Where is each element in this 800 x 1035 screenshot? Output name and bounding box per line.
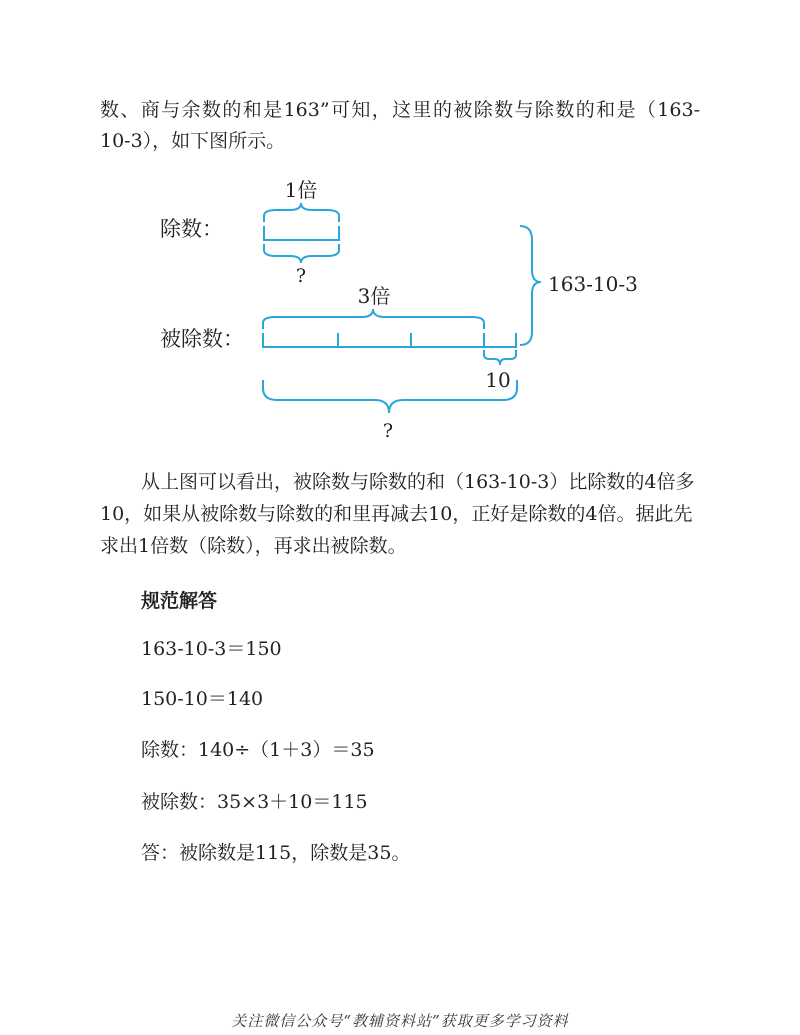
three-times-label: 3倍	[357, 284, 391, 308]
dividend-segment	[263, 333, 516, 347]
divisor-segment	[264, 226, 339, 240]
intro-line-1: 数、商与余数的和是163”可知，这里的被除数与除数的和是（163-	[100, 99, 700, 121]
three-times-brace	[263, 309, 484, 329]
solution-step: 除数：140÷（1＋3）＝35	[141, 739, 375, 761]
line-segment-diagram	[0, 0, 800, 460]
total-brace	[520, 226, 541, 345]
footer-note: 关注微信公众号“教辅资料站”获取更多学习资料	[231, 1012, 569, 1030]
remainder-brace	[484, 350, 516, 365]
one-times-label: 1倍	[284, 178, 318, 202]
analysis-line-3: 求出1倍数（除数），再求出被除数。	[100, 535, 407, 557]
solution-step: 163-10-3＝150	[141, 638, 282, 660]
divisor-question-brace	[264, 244, 339, 263]
total-label: 163-10-3	[548, 272, 638, 296]
divisor-label: 除数：	[160, 217, 223, 241]
dividend-question-brace	[263, 380, 517, 413]
solution-step: 150-10＝140	[141, 688, 264, 710]
analysis-line-1: 从上图可以看出，被除数与除数的和（163-10-3）比除数的4倍多	[141, 471, 695, 493]
divisor-question: ?	[295, 265, 307, 287]
remainder-label: 10	[485, 368, 511, 392]
dividend-question: ?	[382, 420, 394, 442]
solution-heading: 规范解答	[141, 590, 218, 612]
answer-line: 答：被除数是115，除数是35。	[141, 842, 411, 864]
dividend-label: 被除数：	[160, 327, 244, 351]
analysis-line-2: 10，如果从被除数与除数的和里再减去10，正好是除数的4倍。据此先	[100, 503, 693, 525]
intro-line-2: 10-3），如下图所示。	[100, 130, 286, 152]
one-times-brace	[264, 203, 339, 222]
solution-step: 被除数：35×3＋10＝115	[141, 791, 368, 813]
